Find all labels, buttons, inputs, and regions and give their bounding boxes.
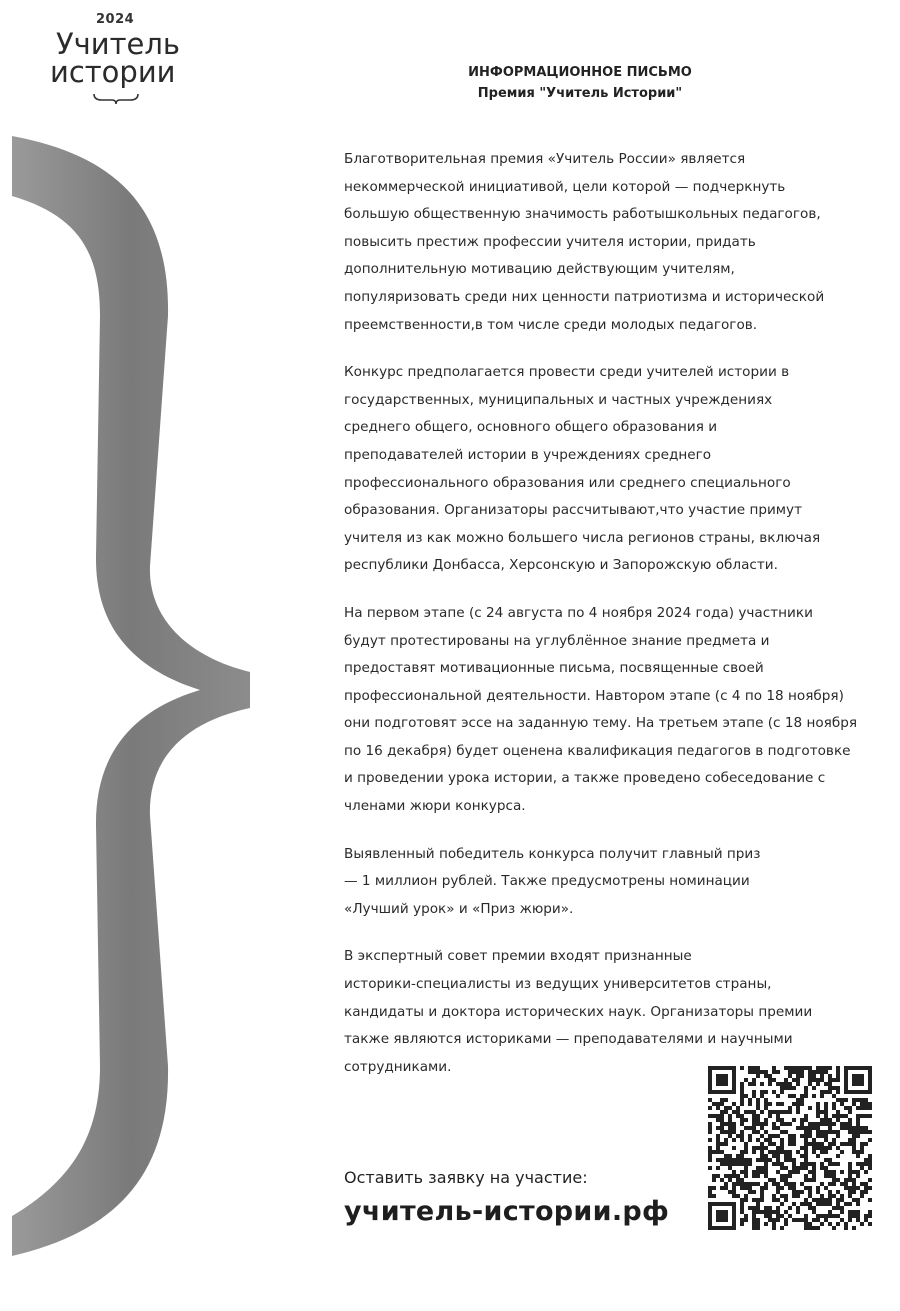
logo-title-line2: истории xyxy=(50,55,176,89)
letter-subtitle: Премия "Учитель Истории" xyxy=(477,86,683,101)
paragraph-experts: В экспертный совет премии входят признанные историки-специалисты из ведущих университетов страны, кандидаты и доктора исторических наук. Организаторы премии также являются историками — преподавателями и научными сотрудниками. xyxy=(344,948,813,1075)
logo-title-line1: Учитель xyxy=(56,27,181,61)
logo-brace-icon xyxy=(92,92,140,106)
letter-body xyxy=(344,146,864,1101)
paragraph-participants: Конкурс предполагается провести среди учителей истории в государственных, муниципальных и частных учреждениях среднего общего, основного общего образования и преподавателей истории в учреждениях среднего профессионального образования или среднего специального образования. Организаторы рассчитывают,что участие примут учителя из как можно большего числа регионов страны, включая республики Донбасса, Херсонскую и Запорожскую области. xyxy=(344,364,821,574)
paragraph-intro: Благотворительная премия «Учитель России» является некоммерческой инициативой, цели которой — подчеркнуть большую общественную значимость работышкольных педагогов, повысить престиж профессии учителя истории, придать дополнительную мотивацию действующим учителям, популяризовать среди них ценности патриотизма и исторической преемственности,в том числе среди молодых педагогов. xyxy=(344,151,825,333)
paragraph-stages: На первом этапе (с 24 августа по 4 ноября 2024 года) участники будут протестированы на углублённое знание предмета и предоставят мотивационные письма, посвященные своей профессиональной деятельности. Навтором этапе (с 4 по 18 ноября) они подготовят эссе на заданную тему. На третьем этапе (с 18 ноября по 16 декабря) будет оценена квалификация педагогов в подготовке и проведении урока истории, а также проведено собеседование с членами жюри конкурса. xyxy=(344,604,858,815)
decorative-brace xyxy=(0,136,260,1276)
cta-url-link[interactable]: учитель-истории.рф xyxy=(344,1196,670,1227)
letter-header xyxy=(430,62,730,104)
qr-code[interactable] xyxy=(708,1066,872,1230)
letter-title: ИНФОРМАЦИОННОЕ ПИСЬМО xyxy=(468,65,692,80)
paragraph-prize: Выявленный победитель конкурса получит главный приз — 1 миллион рублей. Также предусмотрены номинации «Лучший урок» и «Приз жюри». xyxy=(344,845,761,917)
cta-label: Оставить заявку на участие: xyxy=(344,1168,588,1187)
logo-year: 2024 xyxy=(96,12,135,27)
